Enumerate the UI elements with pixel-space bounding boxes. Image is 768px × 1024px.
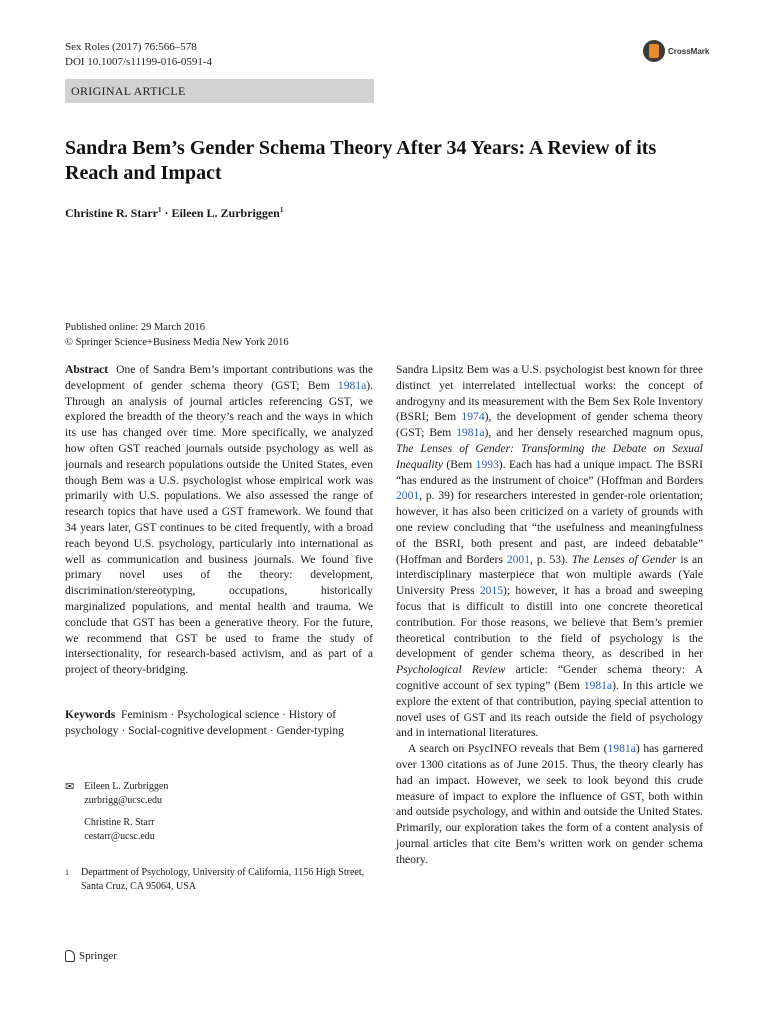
- citation-link[interactable]: 1981a: [456, 426, 485, 440]
- publisher-footer: [65, 950, 117, 962]
- publication-info: [65, 320, 289, 350]
- correspondence: [65, 780, 168, 844]
- citation-link[interactable]: 1981a: [337, 378, 367, 392]
- envelope-icon: ✉: [65, 781, 75, 793]
- paragraph: Sandra Lipsitz Bem was a U.S. psychologist best known for three distinct yet interrelated intellectual works: the concept of androgyny and its measurement with the Bem Sex Role Inventory (BSRI; Bem 1974), the development of gender schema theory (GST; Bem 1981a), and her densely researched magnum opus, The Lenses of Gender: Transforming the Debate on Sexual Inequality (Bem 1993). Each has had a unique impact. The BSRI “has endured as the instrument of choice” (Hoffman and Borders 2001, p. 39) for researchers interested in gender-role orientation; however, it has also been criticized on a variety of grounds with one review concluding that “the usefulness and meaningfulness of the BSRI, both present and past, are indeed debatable” (Hoffman and Borders 2001, p. 53). The Lenses of Gender is an interdisciplinary masterpiece that won multiple awards (Yale University Press 2015); however, it has a broad and sweeping focus that is difficult to distill into one concrete theoretical contribution. For those reasons, we believe that Bem’s premier theoretical contribution to the field of psychology is the development of gender schema theory, as described in her Psychological Review article: “Gender schema theory: A cognitive account of sex typing” (Bem 1981a). In this article we explore the extent of that contribution, paying special attention to novel uses of GST and its reach outside the field of psychology and in international literatures.: [396, 363, 703, 740]
- keywords: [65, 707, 373, 739]
- paragraph: A search on PsycINFO reveals that Bem (1981a) has garnered over 1300 citations as of June 2015. Thus, the theory clearly has had an impact. However, we seek to look beyond this crude measure of impact to explore the influence of GST, both within and outside psychology, and within and outside the United States. Primarily, our exploration takes the form of a content analysis of journal articles that cite Bem’s written work on gender schema theory.: [396, 742, 703, 866]
- author-affiliation-mark: 1: [158, 206, 162, 214]
- published-date: Published online: 29 March 2016: [65, 322, 205, 333]
- affiliation: [65, 866, 365, 894]
- contact-name: Christine R. Starr: [84, 817, 155, 828]
- publisher-name: Springer: [79, 950, 117, 962]
- crossmark-label: CrossMark: [668, 46, 710, 56]
- affiliation-number: 1: [65, 868, 69, 877]
- author-affiliation-mark: 1: [279, 206, 284, 214]
- citation-link[interactable]: 1993: [475, 457, 499, 471]
- author-separator: ·: [161, 206, 172, 220]
- authors-line: [65, 206, 283, 221]
- contact-email[interactable]: zurbrigg@ucsc.edu: [84, 795, 163, 806]
- abstract-label: Abstract: [65, 363, 109, 376]
- affiliation-text: Department of Psychology, University of California, 1156 High Street, Santa Cruz, CA 95064, USA: [81, 867, 365, 892]
- contact-email[interactable]: cestarr@ucsc.edu: [84, 831, 155, 842]
- citation-link[interactable]: 2001: [396, 489, 420, 503]
- article-title: Sandra Bem’s Gender Schema Theory After 34 Years: A Review of its Reach and Impact: [65, 137, 657, 184]
- crossmark-badge[interactable]: [643, 40, 709, 62]
- abstract-text: ). Through an analysis of journal articles referencing GST, we explored the breadth of the theory’s reach and the ways in which its use has changed over time. More specifically, we analyzed how often GST reached journals outside psychology as well as journals and research populations outside the United States, even though Bem was a U.S. psychologist whose empirical work was primarily with U.S. populations. We also assessed the range of research topics that have used a GST framework. We found that 34 years later, GST continues to be cited frequently, with a broad reach beyond U.S. psychology, particularly into international as well as communication and business journals. We found five primary novel uses of the theory: development, discrimination/stereotyping, occupations, historically marginalized populations, and mental health and trauma. We conclude that GST has been a generative theory. For the future, we recommend that GST be used to frame the study of intersectionality, for research-based activism, and as part of a project of theory-bridging.: [65, 378, 373, 677]
- article-type-banner: ORIGINAL ARTICLE: [65, 79, 374, 103]
- abstract: [65, 362, 373, 678]
- keywords-label: Keywords: [65, 708, 116, 721]
- abstract-text: One of Sandra Bem’s important contributions was the development of gender schema theory (GST; Bem: [65, 363, 374, 392]
- body-text: [396, 362, 703, 868]
- crossmark-icon: [643, 40, 665, 62]
- author-name[interactable]: Christine R. Starr: [65, 206, 158, 220]
- citation-link[interactable]: 2001: [506, 552, 530, 566]
- keywords-text: Feminism · Psychological science · History of psychology · Social-cognitive development · Gender-typing: [65, 708, 344, 737]
- citation-link[interactable]: 1981a: [583, 678, 613, 692]
- doi: DOI 10.1007/s11199-016-0591-4: [65, 56, 213, 68]
- contact-name: Eileen L. Zurbriggen: [84, 781, 169, 792]
- journal-title: Psychological Review: [396, 663, 506, 677]
- journal-citation: Sex Roles (2017) 76:566–578: [65, 41, 197, 53]
- springer-horse-icon: [65, 950, 75, 962]
- citation-link[interactable]: 2015: [479, 584, 504, 598]
- book-title: The Lenses of Gender: Transforming the Debate on Sexual Inequality: [396, 441, 703, 471]
- citation-link[interactable]: 1974: [461, 410, 485, 424]
- author-name[interactable]: Eileen L. Zurbriggen: [171, 206, 280, 220]
- citation-link[interactable]: 1981a: [607, 742, 636, 756]
- copyright: © Springer Science+Business Media New York 2016: [65, 337, 289, 348]
- book-title: The Lenses of Gender: [571, 552, 677, 566]
